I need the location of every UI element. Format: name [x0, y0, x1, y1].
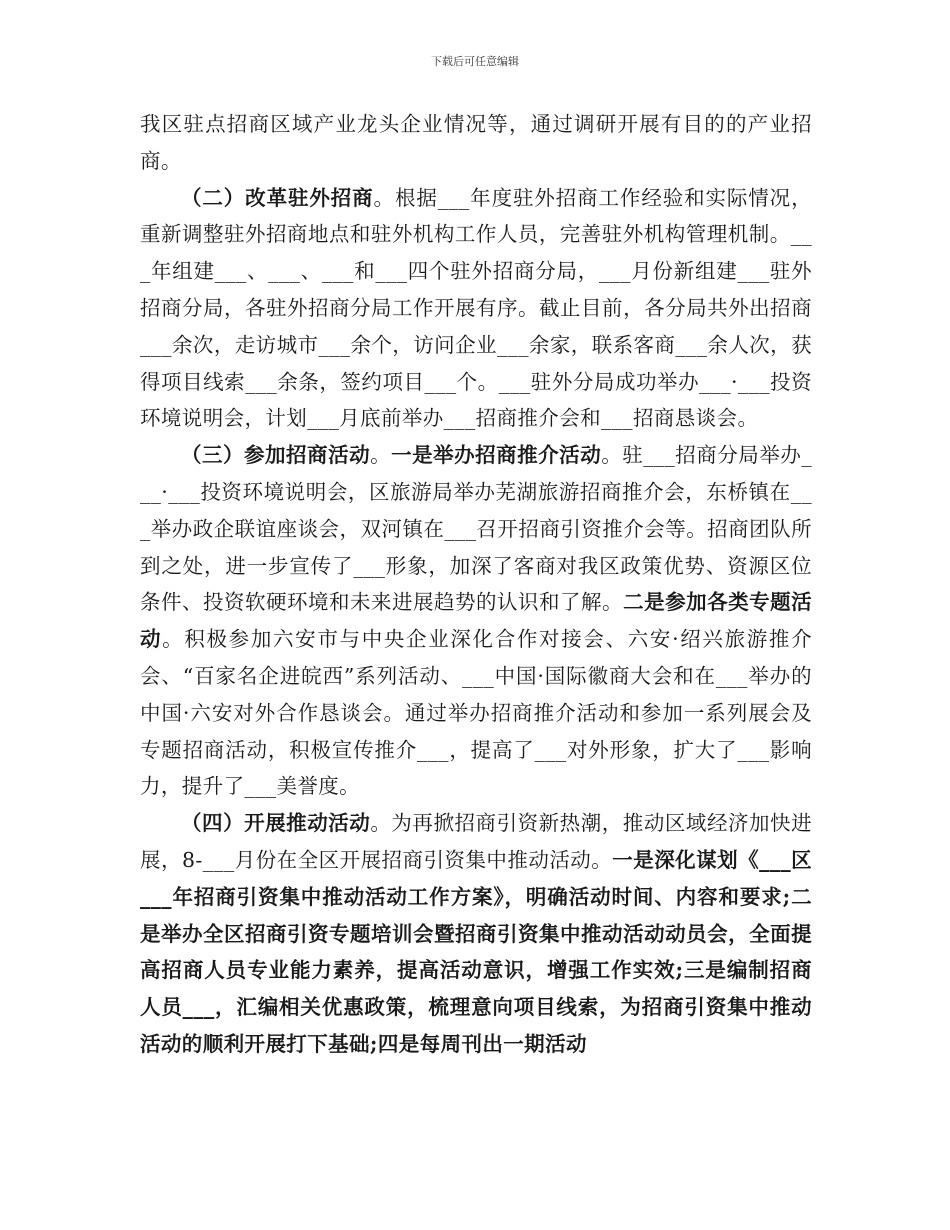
page-header: 下载后可任意编辑	[431, 55, 519, 68]
section-heading: （二）改革驻外招商	[181, 185, 374, 210]
text-run: 。驻___招商分局举办___·___投资环境说明会，区旅游局举办芜湖旅游招商推介会，东桥镇在___举办政企联谊座谈会，双河镇在___召开招商引资推介会等。招商团队所到之处，进一步宣传了___形象，加深了客商对我区政策优势、资源区位条件、投资软硬环境和未来进展趋势的认识和了解。	[140, 443, 812, 615]
text-run: 我区驻点招商区域产业龙头企业情况等，通过调研开展有目的的产业招商。	[140, 112, 812, 173]
text-run: 。	[370, 443, 392, 468]
paragraph-section-3	[140, 437, 812, 805]
paragraph-intro	[140, 106, 812, 180]
paragraph-section-2	[140, 180, 812, 438]
section-heading: （四）开展推动活动	[181, 811, 371, 836]
section-heading: （三）参加招商活动	[181, 443, 371, 468]
text-run: 。根据___年度驻外招商工作经验和实际情况，重新调整驻外招商地点和驻外机构工作人员，完善驻外机构管理机制。___年组建___、___、___和___四个驻外招商分局，___月份新组建___驻外招商分局，各驻外招商分局工作开展有序。截止目前，各分局共外出招商___余次，走访城市___余个，访问企业___余家，联系客商___余人次，获得项目线索___余条，签约项目___个。___驻外分局成功举办___·___投资环境说明会，计划___月底前举办___招商推介会和___招商恳谈会。	[140, 185, 812, 431]
paragraph-section-4	[140, 805, 812, 1063]
bold-text-run: 一是举办招商推介活动	[391, 443, 602, 468]
bold-text-run: 二是参加各类专题活动	[140, 590, 813, 652]
text-run: 。积极参加六安市与中央企业深化合作对接会、六安·绍兴旅游推介会、“百家名企进皖西”系列活动、___中国·国际徽商大会和在___举办的中国·六安对外合作恳谈会。通过举办招商推介活动和参加一系列展会及专题招商活动，积极宣传推介___，提高了___对外形象，扩大了___影响力，提升了___美誉度。	[140, 627, 812, 799]
bold-text-run: 一是深化谋划《___区___年招商引资集中推动活动工作方案》，明确活动时间、内容和要求;二是举办全区招商引资专题培训会暨招商引资集中推动活动动员会，全面提高招商人员专业能力素养，提高活动意识，增强工作实效;三是编制招商人员___，汇编相关优惠政策，梳理意向项目线索，为招商引资集中推动活动的顺利开展打下基础;四是每周刊出一期活动	[140, 847, 813, 1056]
document-body	[140, 106, 812, 1063]
text-run: 。为再掀招商引资新热潮，推动区域经济加快进展，8-___月份在全区开展招商引资集中推动活动。	[140, 811, 812, 872]
